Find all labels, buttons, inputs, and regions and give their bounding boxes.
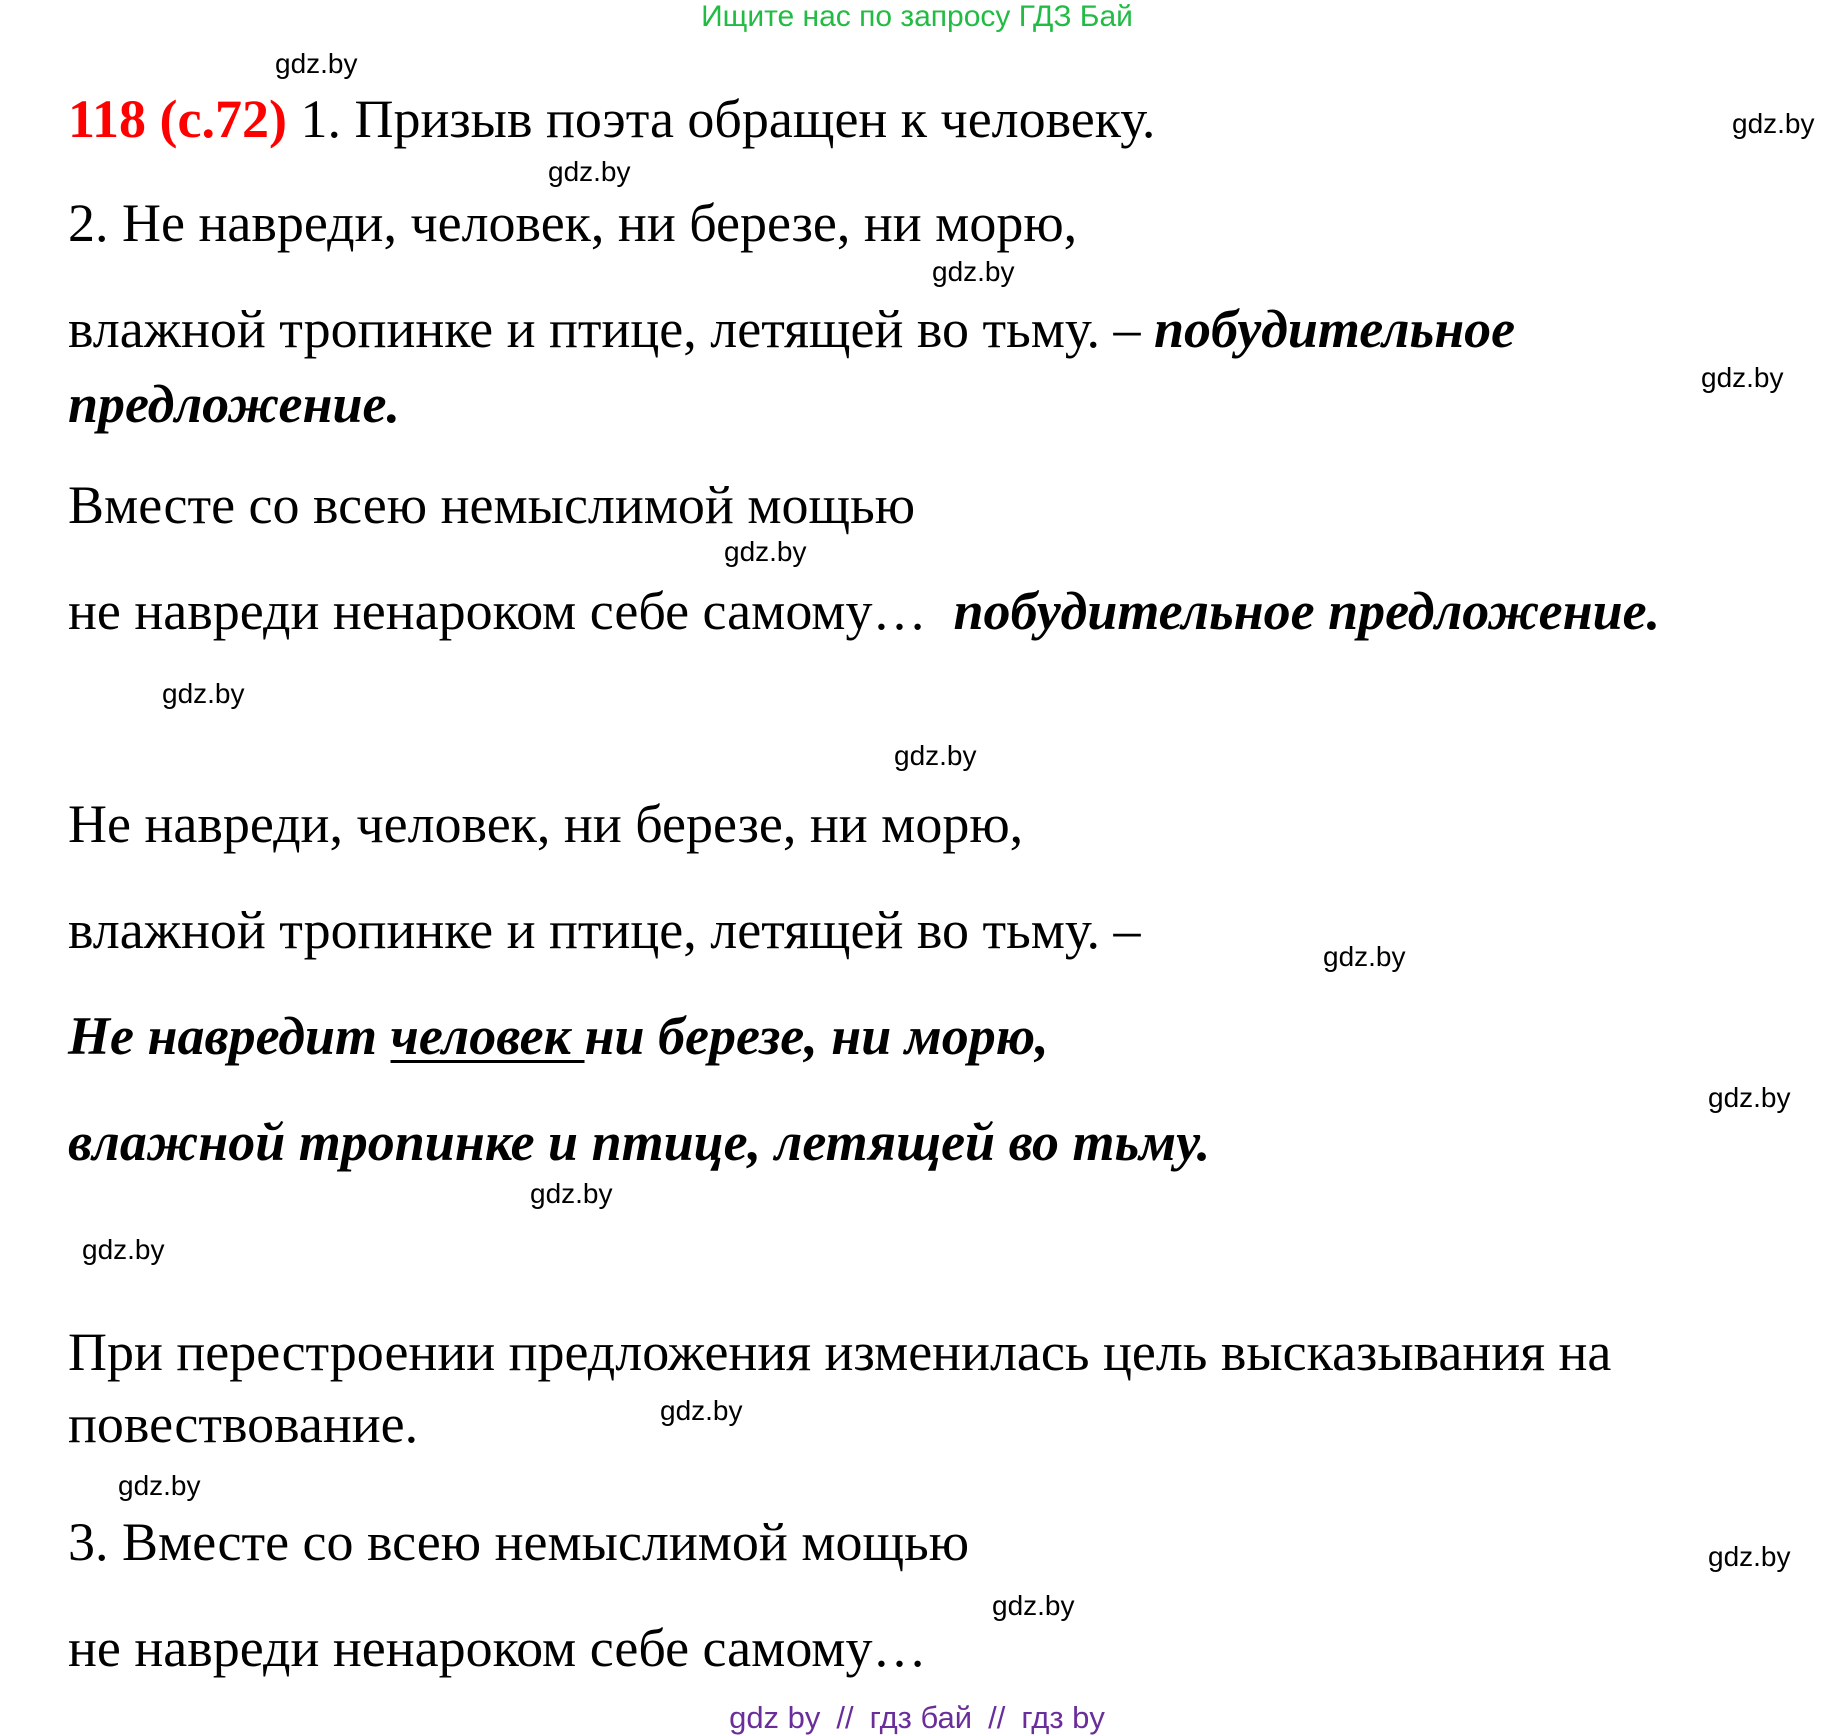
footer-separator: // — [988, 1700, 1006, 1735]
rebuilt-part-a: Не навредит — [68, 1006, 391, 1066]
watermark: gdz.by — [932, 256, 1015, 287]
conclusion-line-1: При перестроении предложения изменилась цель высказывания на — [68, 1322, 1612, 1382]
verse-text: влажной тропинке и птице, летящей во тьму. – — [68, 299, 1154, 359]
subject-underlined: человек — [390, 1006, 585, 1066]
verse-repeat-line-2: влажной тропинке и птице, летящей во тьму. – — [68, 900, 1141, 960]
footer-watermark — [0, 1702, 1834, 1733]
sentence-type-label-2: побудительное предложение. — [953, 581, 1661, 641]
watermark: gdz.by — [992, 1590, 1075, 1621]
answer-2-line-2 — [68, 299, 1516, 359]
rebuilt-part-b: ни березе, ни морю, — [584, 1006, 1049, 1066]
answer-1-text: 1. Призыв поэта обращен к человеку. — [300, 89, 1156, 149]
watermark: gdz.by — [1732, 108, 1815, 139]
line-task-1 — [68, 89, 1156, 149]
footer-part-1: gdz by — [729, 1700, 821, 1735]
search-banner: Ищите нас по запросу ГДЗ Бай — [701, 0, 1133, 33]
watermark: gdz.by — [1323, 941, 1406, 972]
sentence-type-label: побудительное — [1154, 299, 1516, 359]
watermark: gdz.by — [724, 536, 807, 567]
verse-line-3: Вместе со всею немыслимой мощью — [68, 475, 916, 535]
watermark: gdz.by — [82, 1234, 165, 1265]
watermark: gdz.by — [162, 678, 245, 709]
answer-3-line-2: не навреди ненароком себе самому… — [68, 1618, 927, 1678]
footer-part-2: гдз бай — [869, 1700, 973, 1735]
watermark: gdz.by — [1708, 1082, 1791, 1113]
rebuilt-sentence-line-1 — [68, 1006, 1049, 1066]
verse-line-4 — [68, 581, 1661, 641]
verse-repeat-line-1: Не навреди, человек, ни березе, ни морю, — [68, 794, 1024, 854]
footer-separator: // — [836, 1700, 854, 1735]
watermark: gdz.by — [1708, 1541, 1791, 1572]
watermark: gdz.by — [894, 740, 977, 771]
sentence-type-label-end: предложение. — [68, 374, 400, 434]
footer-part-3: гдз by — [1021, 1700, 1105, 1735]
watermark: gdz.by — [275, 48, 358, 79]
watermark: gdz.by — [118, 1470, 201, 1501]
watermark: gdz.by — [1701, 362, 1784, 393]
answer-3-line-1: 3. Вместе со всею немыслимой мощью — [68, 1512, 970, 1572]
answer-2-line-1: 2. Не навреди, человек, ни березе, ни морю, — [68, 193, 1078, 253]
watermark: gdz.by — [548, 156, 631, 187]
watermark: gdz.by — [660, 1395, 743, 1426]
watermark: gdz.by — [530, 1178, 613, 1209]
rebuilt-sentence-line-2: влажной тропинке и птице, летящей во тьму. — [68, 1112, 1211, 1172]
verse-text-4: не навреди ненароком себе самому… — [68, 581, 927, 641]
task-number: 118 (с.72) — [68, 89, 287, 149]
conclusion-line-2: повествование. — [68, 1394, 419, 1454]
